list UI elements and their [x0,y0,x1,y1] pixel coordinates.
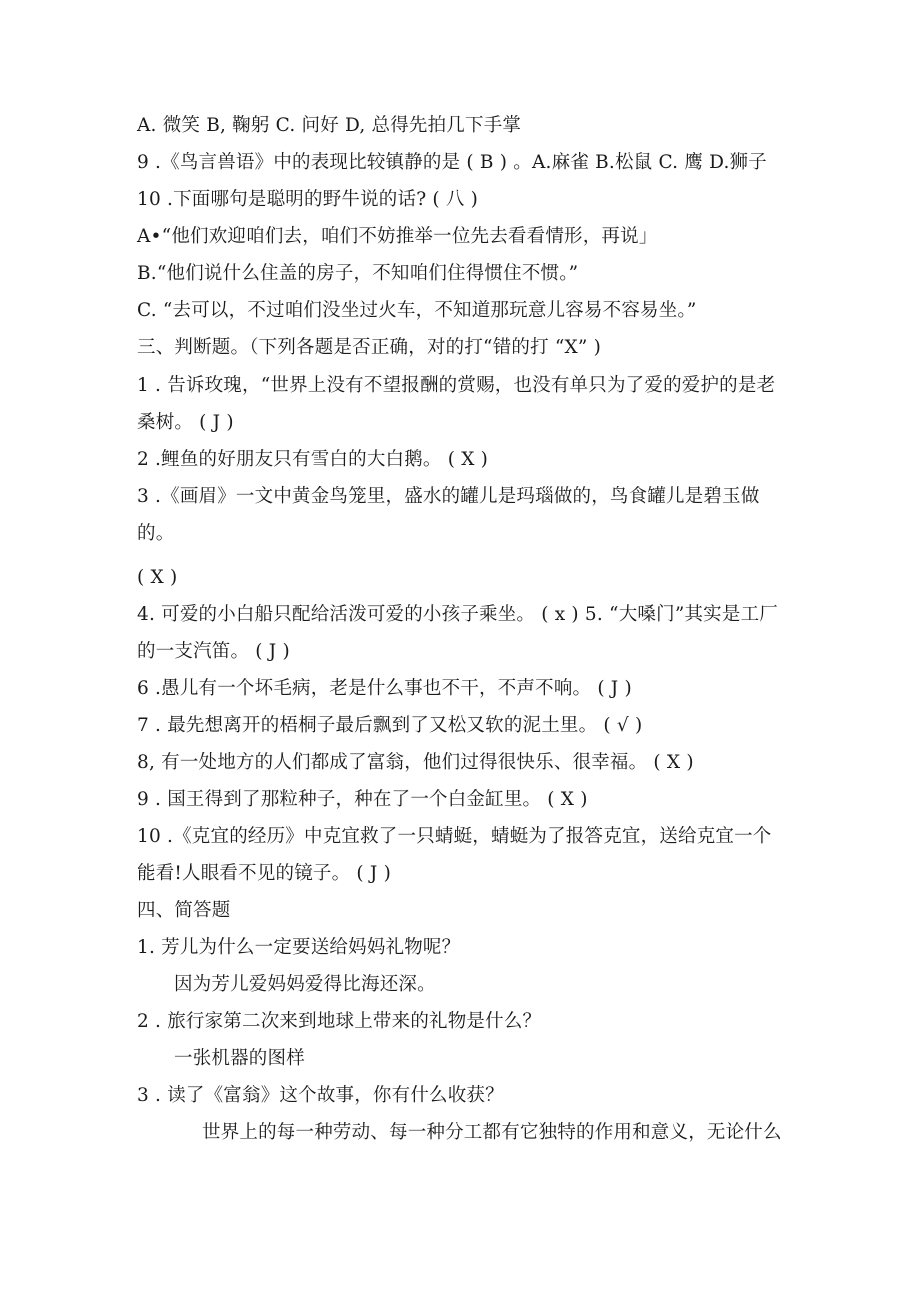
judge-8: 8, 有一处地方的人们都成了富翁，他们过得很快乐、很幸福。 ( X ) [137,752,694,773]
q10-option-c: C. “去可以，不过咱们没坐过火车，不知道那玩意儿容易不容易坐。” [137,300,697,321]
short-answer-3-answer: 世界上的每一种劳动、每一种分工都有它独特的作用和意义，无论什么 [202,1122,782,1143]
short-answer-2-question: 2 . 旅行家第二次来到地球上带来的礼物是什么？ [137,1011,542,1032]
q10-option-a: A•“他们欢迎咱们去，咱们不妨推举一位先去看看情形，再说」 [137,226,658,247]
section-3-heading: 三、判断题。（下列各题是否正确，对的打“错的打 “X” ) [137,337,602,358]
short-answer-3-question: 3 . 读了《富翁》这个故事，你有什么收获？ [137,1085,504,1106]
section-4-heading: 四、简答题 [137,900,231,921]
judge-10-line-1: 10 .《克宜的经历》中克宜救了一只蜻蜓，蜻蜓为了报答克宜，送给克宜一个 [137,826,772,847]
judge-6: 6 .愚儿有一个坏毛病，老是什么事也不干，不声不响。 ( J ) [137,678,632,699]
judge-3-answer: ( X ) [137,567,178,588]
judge-3-line-1: 3 .《画眉》一文中黄金鸟笼里，盛水的罐儿是玛瑙做的，鸟食罐儿是碧玉做 [137,486,760,507]
short-answer-2-answer: 一张机器的图样 [174,1048,305,1069]
q8-options: A. 微笑 B, 鞠躬 C. 问好 D, 总得先拍几下手掌 [137,115,522,136]
judge-1-line-1: 1 . 告诉玫瑰，“世界上没有不望报酬的赏赐，也没有单只为了爱的爱护的是老 [137,375,776,396]
q10-line: 10 .下面哪句是聪明的野牛说的话? ( 八 ) [137,189,479,210]
q10-option-b: B.“他们说什么住盖的房子，不知咱们住得惯住不惯。” [137,263,579,284]
judge-4-5-line-1: 4. 可爱的小白船只配给活泼可爱的小孩子乘坐。 ( x ) 5. “大嗓门”其实是工厂 [137,604,778,625]
q9-line: 9 .《鸟言兽语》中的表现比较镇静的是 ( B ) 。A.麻雀 B.松鼠 C. 鹰 D.狮子 [137,152,767,173]
judge-10-line-2: 能看!人眼看不见的镜子。 ( J ) [137,863,392,884]
judge-5-line-2: 的一支汽笛。 ( J ) [137,641,290,662]
short-answer-1-question: 1. 芳儿为什么一定要送给妈妈礼物呢？ [137,937,461,958]
judge-3-line-2: 的。 [137,523,175,544]
judge-9: 9 . 国王得到了那粒种子，种在了一个白金缸里。 ( X ) [137,789,588,810]
judge-7: 7 . 最先想离开的梧桐子最后飘到了又松又软的泥土里。 ( √ ) [137,715,643,736]
judge-1-line-2: 桑树。 ( J ) [137,412,234,433]
short-answer-1-answer: 因为芳儿爱妈妈爱得比海还深。 [174,974,436,995]
judge-2: 2 .鲤鱼的好朋友只有雪白的大白鹅。 ( X ) [137,449,489,470]
